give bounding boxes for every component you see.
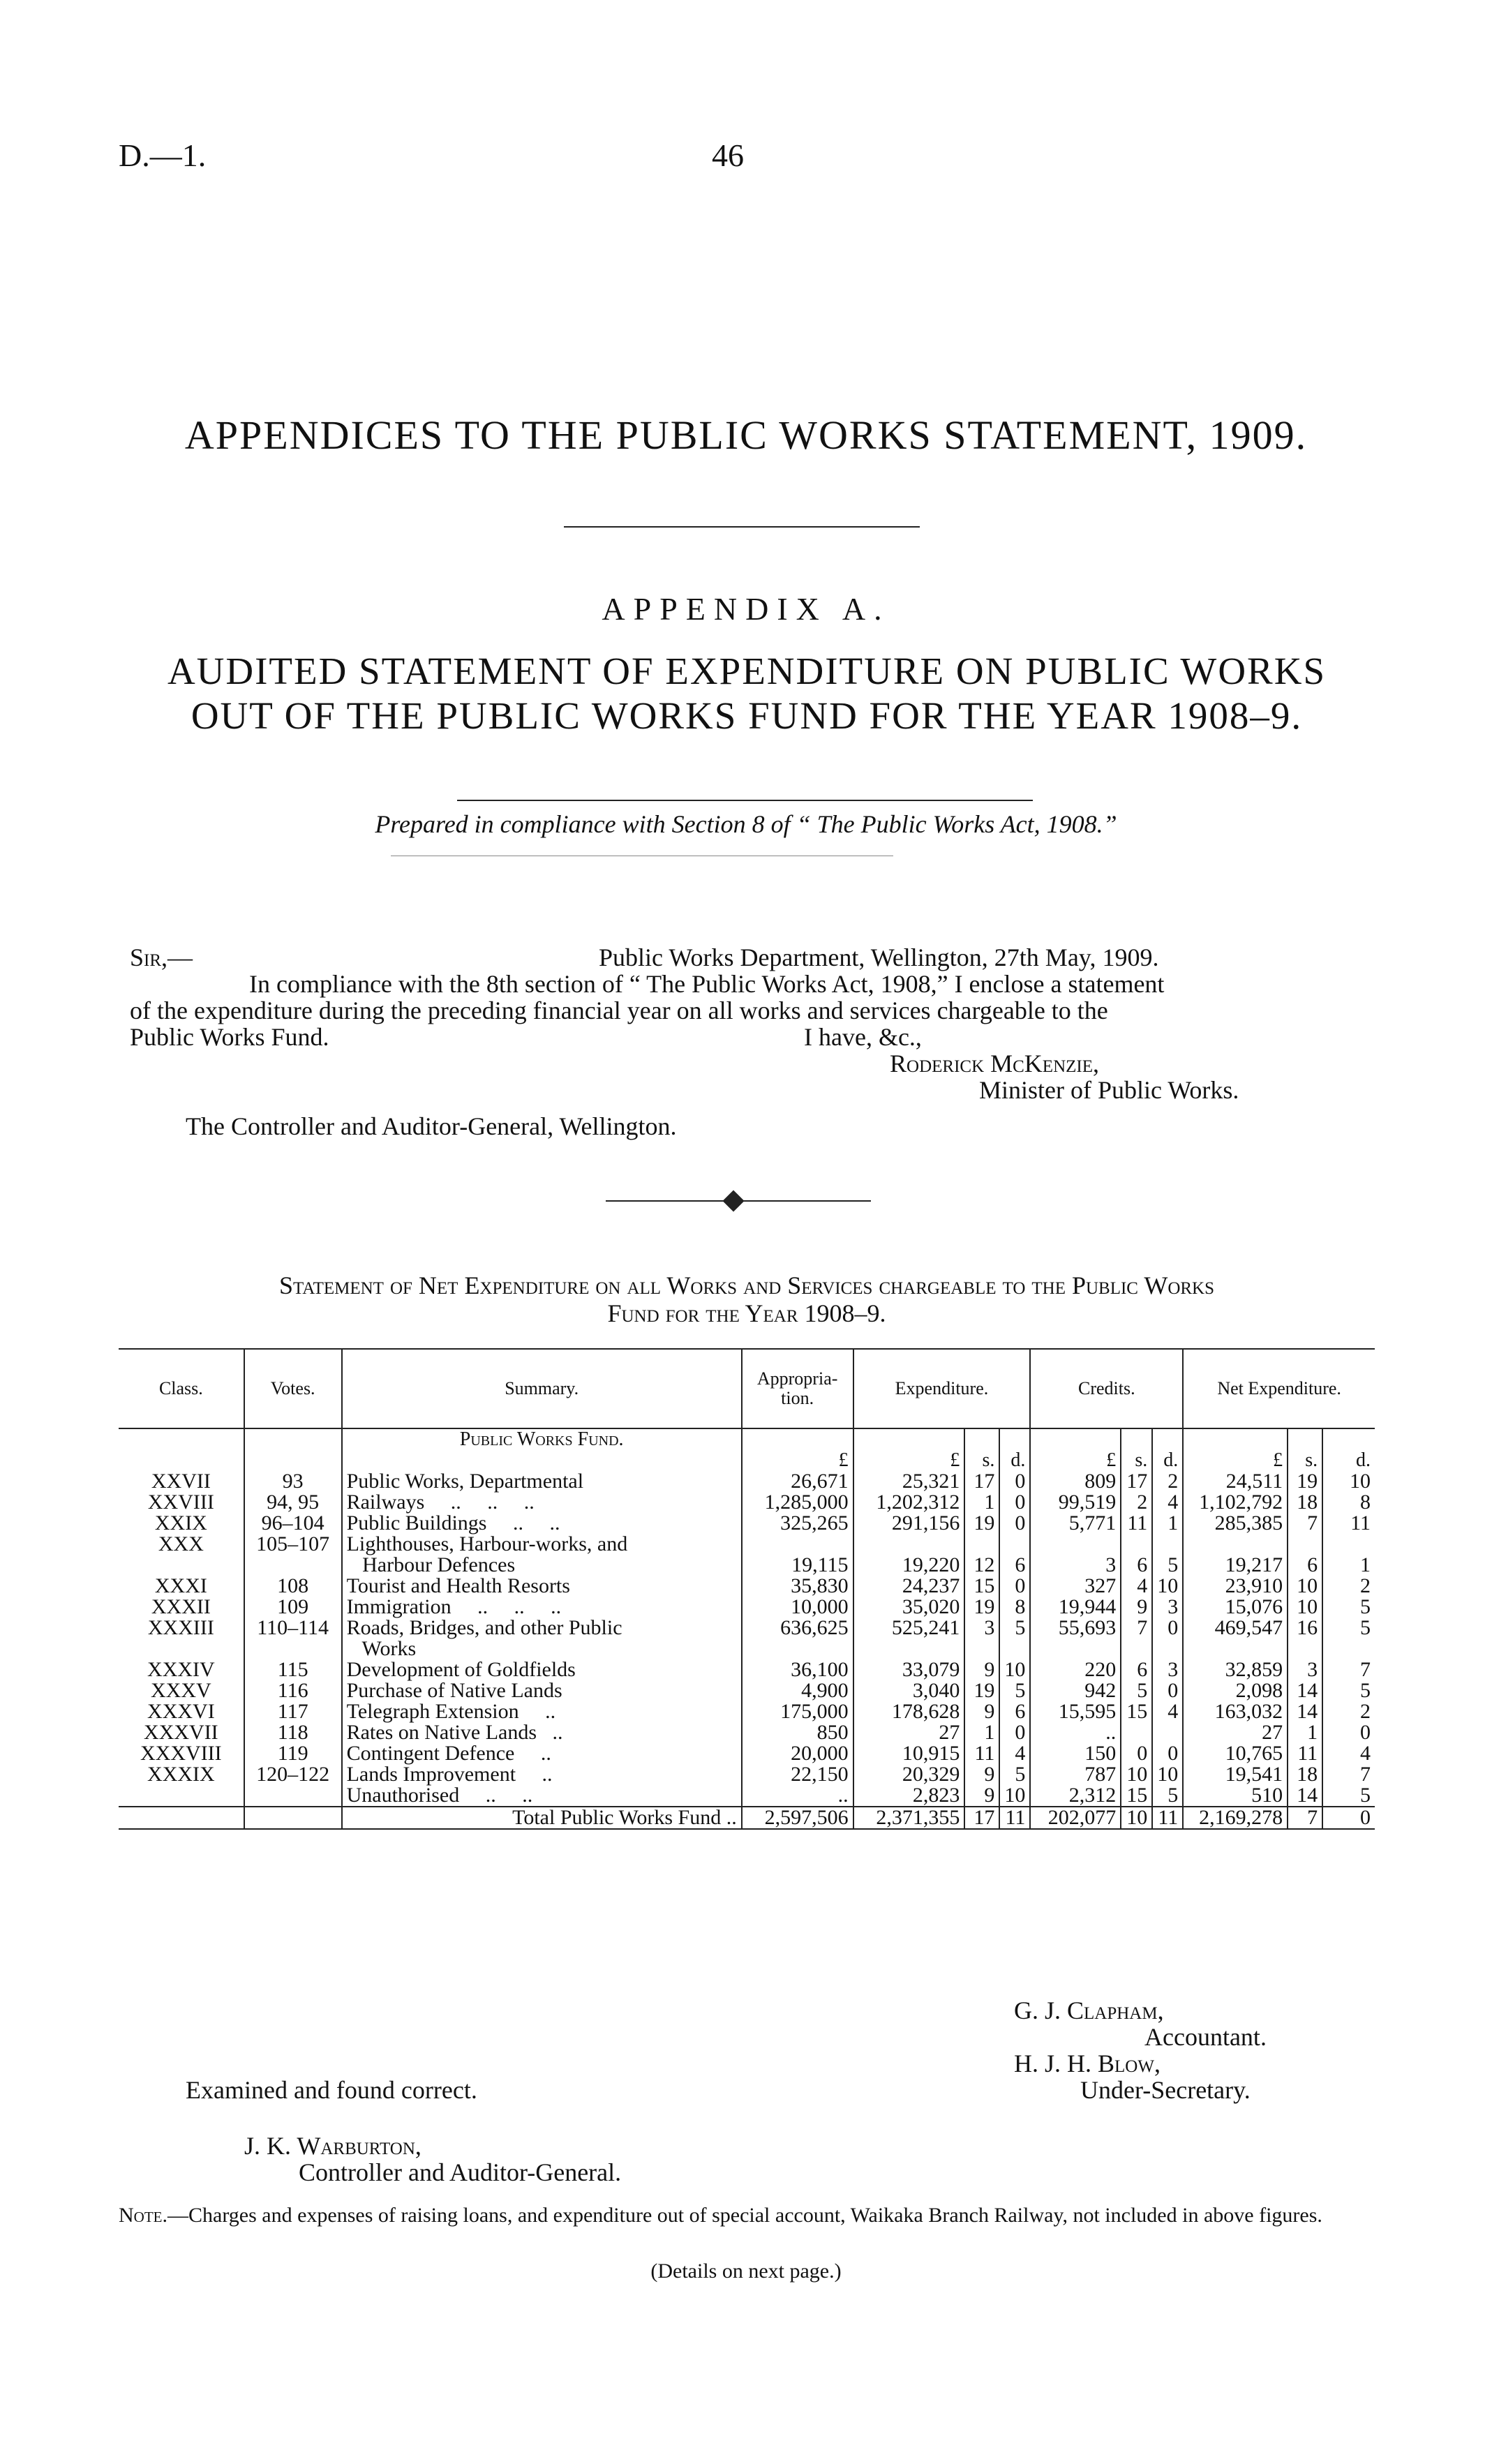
net-pence-cell [1322,1534,1375,1555]
expenditure-shillings-cell: 9 [964,1659,999,1680]
expenditure-pence-cell [999,1534,1030,1555]
credits-pence-cell: 4 [1152,1701,1183,1722]
expenditure-shillings-cell: 11 [964,1743,999,1764]
credits-pence-cell [1152,1534,1183,1555]
net-pounds-cell: 32,859 [1183,1659,1288,1680]
class-cell: XXXII [119,1597,244,1618]
summary-cell: Development of Goldfields [342,1659,742,1680]
undersecretary-name: H. J. H. Blow, [1014,2049,1161,2077]
class-cell: XXXIII [119,1618,244,1638]
credits-shillings-cell: 15 [1121,1785,1152,1807]
summary-cell: Immigration .. .. .. [342,1597,742,1618]
class-cell: XXXVII [119,1722,244,1743]
credits-pence-cell: 0 [1152,1743,1183,1764]
credits-pence-cell: 10 [1152,1764,1183,1785]
appropriation-cell [742,1534,853,1555]
credits-pounds-cell: 19,944 [1030,1597,1121,1618]
net-shillings-cell: 10 [1288,1576,1322,1597]
accountant-name: G. J. Clapham, [1014,1996,1164,2024]
net-pence-cell: 0 [1360,1721,1371,1744]
votes-cell: 116 [244,1680,342,1701]
votes-cell: 119 [244,1743,342,1764]
table-row [119,1743,1375,1764]
summary-cell: Tourist and Health Resorts [342,1576,742,1597]
col-header-credits: Credits. [1030,1349,1183,1428]
expenditure-shillings-cell: 1 [964,1722,999,1743]
credits-shillings-cell [1121,1638,1152,1659]
summary-cell: Rates on Native Lands .. [342,1722,742,1743]
net-shillings-cell: 7 [1288,1513,1322,1534]
net-pounds-cell: 27 [1183,1722,1288,1743]
expenditure-pounds-cell: 25,321 [853,1471,965,1492]
expenditure-pounds-cell: 24,237 [853,1576,965,1597]
class-cell [119,1555,244,1576]
summary-cell: Lands Improvement .. [342,1764,742,1785]
table-row [119,1701,1375,1722]
appropriation-cell: 35,830 [742,1576,853,1597]
letter-place-date: Public Works Department, Wellington, 27th May, 1909. [599,943,1159,971]
expenditure-pence-cell: 8 [999,1597,1030,1618]
col-header-summary: Summary. [342,1349,742,1428]
net-pence-cell: 11 [1350,1511,1371,1535]
total-net-pounds: 2,169,278 [1183,1807,1288,1829]
accountant-title: Accountant. [1144,2023,1267,2051]
net-pounds-cell: 285,385 [1183,1513,1288,1534]
total-expenditure-pence: 11 [999,1807,1030,1829]
credits-pounds-cell: 55,693 [1030,1618,1121,1638]
net-shillings-cell: 16 [1288,1618,1322,1638]
net-pence-cell: 5 [1360,1616,1371,1639]
expenditure-pounds-cell: 35,020 [853,1597,965,1618]
class-cell: XXXIV [119,1659,244,1680]
votes-cell [244,1555,342,1576]
appropriation-cell: 4,900 [742,1680,853,1701]
net-shillings-cell [1288,1638,1322,1659]
table-header-row [119,1349,1375,1428]
net-pounds-cell: 163,032 [1183,1701,1288,1722]
net-shillings-cell: 10 [1288,1597,1322,1618]
summary-cell: Harbour Defences [342,1555,742,1576]
expenditure-pounds-cell: 178,628 [853,1701,965,1722]
credits-pence-cell [1152,1638,1183,1659]
credits-pounds-cell [1030,1534,1121,1555]
col-header-class: Class. [119,1349,244,1428]
expenditure-shillings-cell: 9 [964,1785,999,1807]
table-row [119,1722,1375,1743]
total-credits-shillings: 10 [1121,1807,1152,1829]
expenditure-pence-cell: 4 [999,1743,1030,1764]
credits-shillings-cell: 6 [1121,1659,1152,1680]
net-shillings-cell: 11 [1288,1743,1322,1764]
letter-salutation: Sir,— [130,943,193,971]
currency-label: s. [1121,1450,1152,1471]
expenditure-pounds-cell: 3,040 [853,1680,965,1701]
expenditure-shillings-cell: 3 [964,1618,999,1638]
expenditure-pence-cell: 0 [999,1576,1030,1597]
appropriation-cell [742,1638,853,1659]
appropriation-cell: 26,671 [742,1471,853,1492]
votes-cell: 93 [244,1471,342,1492]
class-cell [119,1785,244,1807]
net-pounds-cell: 469,547 [1183,1618,1288,1638]
table-row [119,1785,1375,1807]
net-shillings-cell: 18 [1288,1764,1322,1785]
credits-shillings-cell: 6 [1121,1555,1152,1576]
credits-shillings-cell: 2 [1121,1492,1152,1513]
currency-label: d. [1356,1449,1371,1471]
currency-label: £ [742,1450,853,1471]
summary-cell: Public Buildings .. .. [342,1513,742,1534]
credits-shillings-cell [1121,1534,1152,1555]
votes-cell: 108 [244,1576,342,1597]
table-row [119,1576,1375,1597]
expenditure-pence-cell: 5 [999,1764,1030,1785]
expenditure-pounds-cell: 2,823 [853,1785,965,1807]
controller-title: Controller and Auditor-General. [299,2158,622,2186]
credits-pence-cell: 10 [1152,1576,1183,1597]
expenditure-shillings-cell [964,1638,999,1659]
summary-cell: Works [342,1638,742,1659]
table-row [119,1471,1375,1492]
net-shillings-cell: 18 [1288,1492,1322,1513]
votes-cell: 109 [244,1597,342,1618]
net-pence-cell: 8 [1360,1491,1371,1514]
currency-label: £ [1183,1450,1288,1471]
appropriation-cell: 850 [742,1722,853,1743]
expenditure-shillings-cell [964,1534,999,1555]
net-pence-cell: 7 [1360,1763,1371,1786]
expenditure-shillings-cell: 9 [964,1764,999,1785]
expenditure-pence-cell: 0 [999,1722,1030,1743]
net-pounds-cell [1183,1638,1288,1659]
table-row [119,1534,1375,1555]
credits-shillings-cell: 0 [1121,1743,1152,1764]
credits-pounds-cell [1030,1638,1121,1659]
credits-pence-cell: 3 [1152,1659,1183,1680]
credits-pence-cell: 2 [1152,1471,1183,1492]
net-pence-cell: 5 [1360,1595,1371,1618]
letter-signatory: Roderick McKenzie, [890,1050,1099,1077]
section-label: Public Works Fund. [342,1428,742,1450]
class-cell: XXXVI [119,1701,244,1722]
currency-label: £ [853,1450,965,1471]
section-row [119,1428,1375,1450]
total-credits-pounds: 202,077 [1030,1807,1121,1829]
table-row [119,1618,1375,1638]
expenditure-shillings-cell: 9 [964,1701,999,1722]
net-pence-cell: 7 [1360,1658,1371,1681]
expenditure-pounds-cell: 33,079 [853,1659,965,1680]
net-shillings-cell [1288,1534,1322,1555]
currency-label: d. [999,1450,1030,1471]
class-cell: XXX [119,1534,244,1555]
credits-pounds-cell: 5,771 [1030,1513,1121,1534]
expenditure-shillings-cell: 1 [964,1492,999,1513]
table-caption [119,1271,1375,1327]
col-header-appropriation-line: tion. [781,1388,814,1408]
expenditure-shillings-cell: 19 [964,1597,999,1618]
net-pence-cell: 2 [1360,1574,1371,1597]
net-pence-cell [1322,1638,1375,1659]
credits-pence-cell: 1 [1152,1513,1183,1534]
footnote-text: —Charges and expenses of raising loans, and expenditure out of special account, Waikaka Branch Railway, not included in above figures. [167,2204,1322,2227]
net-pounds-cell: 2,098 [1183,1680,1288,1701]
expenditure-shillings-cell: 15 [964,1576,999,1597]
net-pounds-cell: 510 [1183,1785,1288,1807]
net-shillings-cell: 14 [1288,1701,1322,1722]
table-body [119,1471,1375,1807]
total-label: Total Public Works Fund .. [342,1807,742,1829]
credits-pounds-cell: 942 [1030,1680,1121,1701]
expenditure-pence-cell: 5 [999,1680,1030,1701]
summary-cell: Railways .. .. .. [342,1492,742,1513]
table-row [119,1555,1375,1576]
appropriation-cell: 175,000 [742,1701,853,1722]
credits-pence-cell: 3 [1152,1597,1183,1618]
class-cell: XXXVIII [119,1743,244,1764]
summary-cell: Contingent Defence .. [342,1743,742,1764]
col-header-net: Net Expenditure. [1183,1349,1375,1428]
net-pounds-cell: 19,217 [1183,1555,1288,1576]
expenditure-pounds-cell: 1,202,312 [853,1492,965,1513]
net-pence-cell: 10 [1350,1470,1371,1493]
col-header-appropriation [742,1349,853,1428]
net-pence-cell: 4 [1360,1742,1371,1765]
net-shillings-cell: 19 [1288,1471,1322,1492]
net-shillings-cell: 6 [1288,1555,1322,1576]
summary-cell: Public Works, Departmental [342,1471,742,1492]
credits-pence-cell: 4 [1152,1492,1183,1513]
credits-pounds-cell: 150 [1030,1743,1121,1764]
net-pence-cell: 1 [1360,1553,1371,1576]
net-pence-cell: 5 [1360,1679,1371,1702]
appropriation-cell: 325,265 [742,1513,853,1534]
col-header-expenditure: Expenditure. [853,1349,1031,1428]
letter-body-line: of the expenditure during the preceding financial year on all works and services chargeable to the [130,996,1108,1024]
expenditure-pounds-cell: 19,220 [853,1555,965,1576]
appropriation-cell: .. [742,1785,853,1807]
total-expenditure-pounds: 2,371,355 [853,1807,965,1829]
expenditure-pence-cell [999,1638,1030,1659]
expenditure-pence-cell: 0 [999,1471,1030,1492]
details-note: (Details on next page.) [650,2260,842,2283]
credits-shillings-cell: 11 [1121,1513,1152,1534]
currency-row [119,1450,1375,1471]
statement-title-line: AUDITED STATEMENT OF EXPENDITURE ON PUBLIC WORKS [167,650,1327,692]
votes-cell: 120–122 [244,1764,342,1785]
net-pounds-cell: 23,910 [1183,1576,1288,1597]
credits-shillings-cell: 10 [1121,1764,1152,1785]
net-pounds-cell: 10,765 [1183,1743,1288,1764]
expenditure-pence-cell: 0 [999,1513,1030,1534]
expenditure-pounds-cell [853,1638,965,1659]
col-header-appropriation-line: Appropria- [756,1368,838,1389]
divider [457,800,1033,801]
expenditure-pounds-cell: 291,156 [853,1513,965,1534]
expenditure-pounds-cell [853,1534,965,1555]
credits-shillings-cell: 17 [1121,1471,1152,1492]
summary-cell: Lighthouses, Harbour-works, and [342,1534,742,1555]
total-expenditure-shillings: 17 [964,1807,999,1829]
table-row [119,1513,1375,1534]
votes-cell: 105–107 [244,1534,342,1555]
net-pence-cell: 5 [1360,1784,1371,1807]
main-title: APPENDICES TO THE PUBLIC WORKS STATEMENT, 1909. [184,412,1308,458]
examined-note: Examined and found correct. [186,2076,477,2104]
ornament-icon [722,1190,744,1211]
credits-shillings-cell: 4 [1121,1576,1152,1597]
total-appropriation: 2,597,506 [742,1807,853,1829]
currency-label: d. [1152,1450,1183,1471]
table-row [119,1597,1375,1618]
expenditure-pence-cell: 5 [999,1618,1030,1638]
class-cell: XXIX [119,1513,244,1534]
letter-body-line: Public Works Fund. [130,1023,329,1051]
expenditure-table [119,1348,1375,1830]
net-shillings-cell: 14 [1288,1680,1322,1701]
credits-pounds-cell: 787 [1030,1764,1121,1785]
statement-title-line: OUT OF THE PUBLIC WORKS FUND FOR THE YEAR 1908–9. [191,694,1303,737]
net-pounds-cell: 24,511 [1183,1471,1288,1492]
credits-pounds-cell: .. [1030,1722,1121,1743]
expenditure-pence-cell: 6 [999,1555,1030,1576]
expenditure-shillings-cell: 19 [964,1513,999,1534]
appropriation-cell: 1,285,000 [742,1492,853,1513]
summary-cell: Unauthorised .. .. [342,1785,742,1807]
total-net-shillings: 7 [1288,1807,1322,1829]
letter-closing: I have, &c., [804,1023,922,1051]
credits-pounds-cell: 327 [1030,1576,1121,1597]
credits-pence-cell [1152,1722,1183,1743]
expenditure-shillings-cell: 12 [964,1555,999,1576]
expenditure-pounds-cell: 10,915 [853,1743,965,1764]
votes-cell [244,1638,342,1659]
appropriation-cell: 36,100 [742,1659,853,1680]
undersecretary-title: Under-Secretary. [1080,2076,1251,2104]
expenditure-pence-cell: 0 [999,1492,1030,1513]
table-row [119,1659,1375,1680]
summary-cell: Telegraph Extension .. [342,1701,742,1722]
expenditure-shillings-cell: 19 [964,1680,999,1701]
table-caption-line: Statement of Net Expenditure on all Works and Services chargeable to the Public Works [279,1271,1214,1299]
net-pounds-cell: 15,076 [1183,1597,1288,1618]
appendix-heading: APPENDIX A. [602,591,890,627]
divider [564,526,920,528]
credits-pounds-cell: 220 [1030,1659,1121,1680]
net-shillings-cell: 14 [1288,1785,1322,1807]
credits-pence-cell: 0 [1152,1618,1183,1638]
class-cell: XXXI [119,1576,244,1597]
credits-pence-cell: 0 [1152,1680,1183,1701]
statement-title [119,649,1375,738]
votes-cell: 117 [244,1701,342,1722]
letter-signatory-title: Minister of Public Works. [979,1076,1239,1104]
footnote [119,2204,1375,2227]
expenditure-shillings-cell: 17 [964,1471,999,1492]
credits-shillings-cell: 9 [1121,1597,1152,1618]
expenditure-pounds-cell: 27 [853,1722,965,1743]
credits-shillings-cell [1121,1722,1152,1743]
expenditure-pence-cell: 10 [999,1785,1030,1807]
votes-cell: 110–114 [244,1618,342,1638]
appropriation-cell: 19,115 [742,1555,853,1576]
expenditure-pounds-cell: 525,241 [853,1618,965,1638]
appropriation-cell: 10,000 [742,1597,853,1618]
currency-label: s. [964,1450,999,1471]
credits-shillings-cell: 5 [1121,1680,1152,1701]
credits-pounds-cell: 15,595 [1030,1701,1121,1722]
net-pence-cell: 2 [1360,1700,1371,1723]
expenditure-pence-cell: 10 [999,1659,1030,1680]
page-reference: D.—1. [119,137,207,173]
expenditure-pounds-cell: 20,329 [853,1764,965,1785]
class-cell [119,1638,244,1659]
credits-shillings-cell: 7 [1121,1618,1152,1638]
total-row [119,1807,1375,1829]
controller-name: J. K. Warburton, [244,2132,422,2160]
appropriation-cell: 20,000 [742,1743,853,1764]
table-caption-line: Fund for the Year 1908–9. [607,1299,886,1327]
credits-pence-cell: 5 [1152,1555,1183,1576]
net-pounds-cell: 1,102,792 [1183,1492,1288,1513]
col-header-votes: Votes. [244,1349,342,1428]
votes-cell: 94, 95 [244,1492,342,1513]
class-cell: XXVII [119,1471,244,1492]
credits-shillings-cell: 15 [1121,1701,1152,1722]
prepared-note: Prepared in compliance with Section 8 of “ The Public Works Act, 1908.” [375,810,1117,838]
credits-pounds-cell: 2,312 [1030,1785,1121,1807]
table-row [119,1638,1375,1659]
appropriation-cell: 636,625 [742,1618,853,1638]
table-row [119,1764,1375,1785]
currency-label: s. [1288,1450,1322,1471]
votes-cell: 118 [244,1722,342,1743]
credits-pence-cell: 5 [1152,1785,1183,1807]
table-row [119,1680,1375,1701]
credits-pounds-cell: 809 [1030,1471,1121,1492]
class-cell: XXXIX [119,1764,244,1785]
page-number: 46 [712,137,744,173]
footnote-label: Note. [119,2204,167,2227]
total-credits-pence: 11 [1152,1807,1183,1829]
expenditure-table-grid [119,1348,1375,1830]
letter-addressee: The Controller and Auditor-General, Wellington. [186,1112,677,1140]
table-row [119,1492,1375,1513]
total-net-pence: 0 [1322,1807,1375,1829]
expenditure-pence-cell: 6 [999,1701,1030,1722]
currency-label: £ [1030,1450,1121,1471]
credits-pounds-cell: 99,519 [1030,1492,1121,1513]
net-shillings-cell: 1 [1288,1722,1322,1743]
net-pounds-cell: 19,541 [1183,1764,1288,1785]
credits-pounds-cell: 3 [1030,1555,1121,1576]
appropriation-cell: 22,150 [742,1764,853,1785]
votes-cell [244,1785,342,1807]
class-cell: XXVIII [119,1492,244,1513]
letter-body-line: In compliance with the 8th section of “ The Public Works Act, 1908,” I enclose a statement [249,970,1165,998]
net-shillings-cell: 3 [1288,1659,1322,1680]
summary-cell: Roads, Bridges, and other Public [342,1618,742,1638]
summary-cell: Purchase of Native Lands [342,1680,742,1701]
class-cell: XXXV [119,1680,244,1701]
net-pounds-cell [1183,1534,1288,1555]
votes-cell: 96–104 [244,1513,342,1534]
votes-cell: 115 [244,1659,342,1680]
